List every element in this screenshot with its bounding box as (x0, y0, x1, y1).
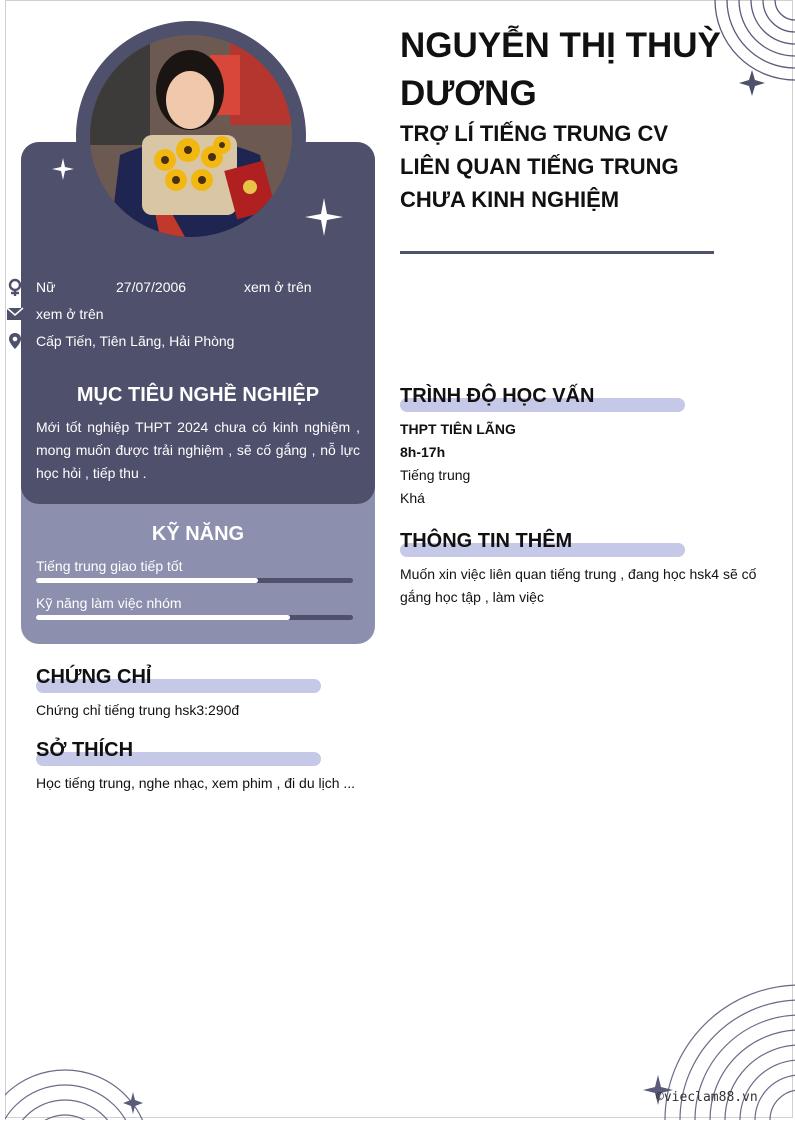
skill-bar-fill (36, 615, 290, 620)
avatar (90, 35, 292, 237)
education-major: Tiếng trung (400, 467, 471, 483)
job-title: TRỢ LÍ TIẾNG TRUNG CV LIÊN QUAN TIẾNG TRUNG CHƯA KINH NGHIỆM (400, 121, 679, 212)
extra-info-text: Muốn xin việc liên quan tiếng trung , đang học hsk4 sẽ cố gắng học tập , làm việc (400, 566, 757, 605)
email-text: xem ở trên (36, 306, 104, 322)
sparkle-icon (52, 158, 74, 180)
candidate-name: NGUYỄN THỊ THUỲ DƯƠNG (400, 26, 721, 113)
skill-label: Tiếng trung giao tiếp tốt (36, 558, 183, 574)
education-title: TRÌNH ĐỘ HỌC VẤN (400, 385, 595, 407)
address-text: Cấp Tiến, Tiên Lãng, Hải Phòng (36, 333, 235, 349)
email-icon (6, 305, 24, 323)
education-time: 8h-17h (400, 444, 446, 460)
watermark: ©vieclam88.vn (656, 1090, 758, 1105)
objective-text: Mới tốt nghiệp THPT 2024 chưa có kinh nghiệm , mong muốn được trải nghiệm , sẽ cố gắng , nỗ lực học hỏi , tiếp thu . (36, 419, 360, 481)
location-icon (6, 332, 24, 350)
phone-text: xem ở trên (244, 279, 312, 295)
skills-title: KỸ NĂNG (151, 523, 245, 545)
skill-bar (36, 615, 353, 620)
hobbies-title: SỞ THÍCH (36, 739, 134, 761)
certificates-title: CHỨNG CHỈ (36, 666, 152, 688)
gender-text: Nữ (36, 279, 56, 295)
extra-info-heading (400, 530, 685, 558)
education-heading (400, 385, 685, 413)
skill-bar (36, 578, 353, 583)
name-divider (400, 251, 714, 254)
objective-title: MỤC TIÊU NGHỀ NGHIỆP (76, 384, 320, 406)
hobbies-heading (36, 739, 321, 767)
decorative-arcs-bottom-left (5, 1065, 155, 1120)
skill-bar-fill (36, 578, 258, 583)
skill-label: Kỹ năng làm việc nhóm (36, 595, 182, 611)
extra-info-title: THÔNG TIN THÊM (400, 530, 573, 552)
school-name: THPT TIÊN LÃNG (400, 421, 516, 437)
gender-icon (6, 278, 24, 296)
certificates-heading (36, 666, 321, 694)
sparkle-icon (305, 198, 343, 236)
birthdate-text: 27/07/2006 (116, 279, 187, 295)
education-grade: Khá (400, 490, 425, 506)
hobbies-text: Học tiếng trung, nghe nhạc, xem phim , đi du lịch ... (36, 775, 356, 791)
certificates-text: Chứng chỉ tiếng trung hsk3:290đ (36, 702, 240, 718)
